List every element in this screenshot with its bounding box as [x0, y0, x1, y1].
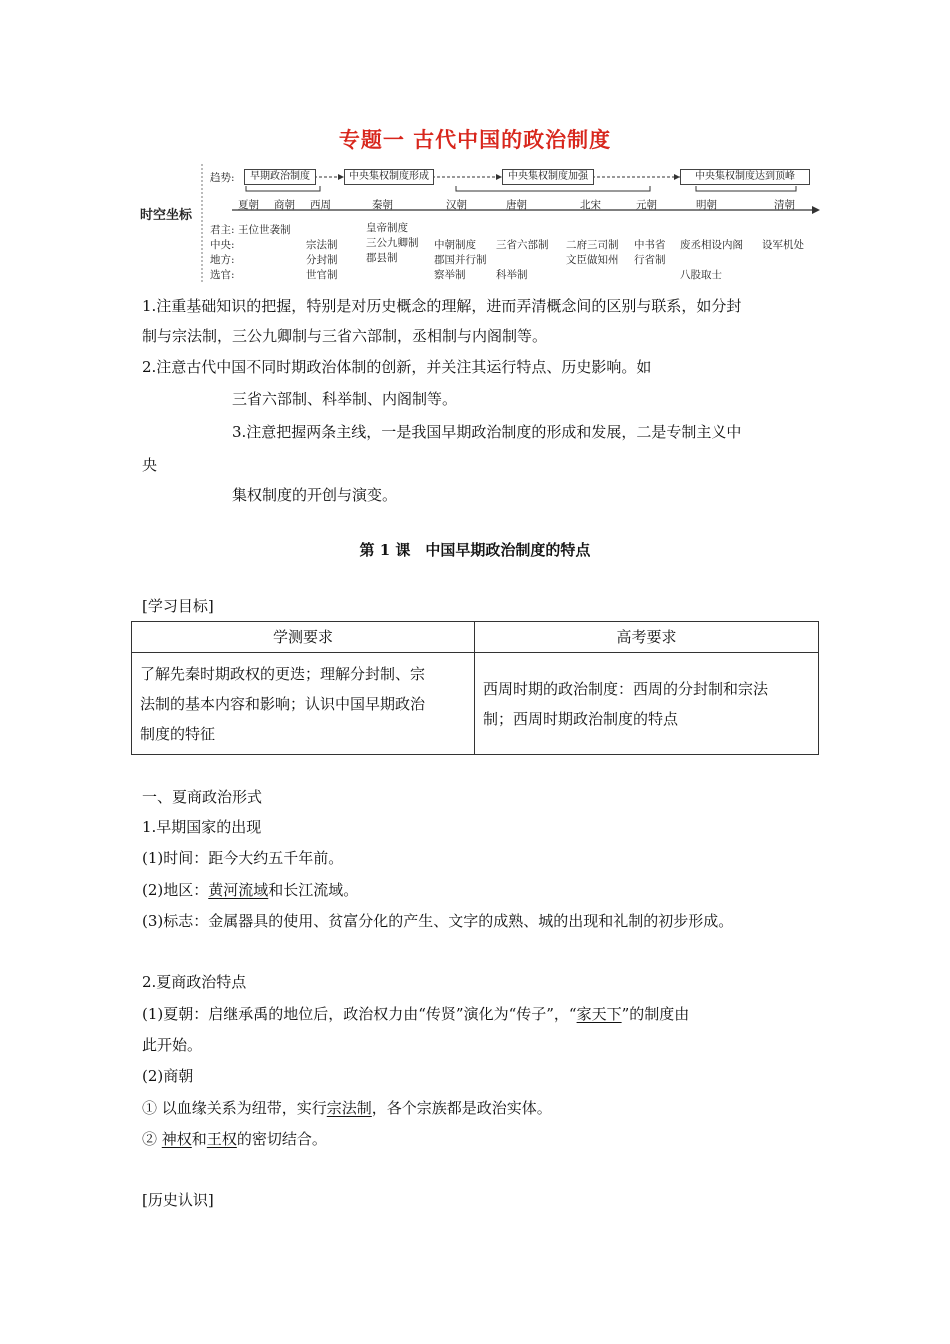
underlined-term: 宗法制: [326, 1099, 372, 1117]
text-line: (3)标志：金属器具的使用、贫富分化的产生、文字的成熟、城的出现和礼制的初步形成。: [142, 912, 734, 930]
text-span: ① 以血缘关系为纽带，实行: [142, 1099, 327, 1117]
central-item: 三公九卿制: [366, 237, 419, 249]
goals-col1-header: 学测要求: [132, 622, 475, 653]
timeline-label: 时空坐标: [140, 208, 193, 223]
dynasty-label: 唐朝: [506, 199, 527, 211]
selection-item: 世官制: [306, 269, 338, 281]
dynasty-label: 西周: [310, 199, 331, 211]
local-item: 文臣做知州: [566, 254, 619, 266]
underlined-term: 黄河流域: [208, 881, 269, 899]
local-item: 分封制: [306, 254, 338, 266]
note-line: 制与宗法制，三公九卿制与三省六部制，丞相制与内阁制等。: [142, 327, 548, 345]
row-label: 中央:: [210, 239, 235, 251]
trend-box: 中央集权制度达到顶峰: [680, 169, 810, 185]
text-span: ②: [142, 1130, 162, 1148]
text-line: [142, 1129, 327, 1149]
underlined-term: 家天下: [576, 1005, 622, 1023]
dynasty-label: 汉朝: [446, 199, 467, 211]
timeline-figure: [140, 164, 820, 284]
underlined-term: 王权: [206, 1130, 237, 1148]
row-label: 地方:: [210, 254, 235, 266]
local-item: 郡县制: [366, 252, 398, 264]
text-span: (2)地区：: [142, 881, 209, 899]
text-line: [142, 1098, 552, 1118]
selection-item: 科举制: [496, 269, 528, 281]
goals-req2-line: 西周时期的政治制度：西周的分封制和宗法: [483, 679, 769, 698]
central-item: 二府三司制: [566, 239, 619, 251]
goals-req2-line: 制；西周时期政治制度的特点: [483, 709, 679, 728]
subheading: 2.夏商政治特点: [142, 973, 247, 991]
central-item: 宗法制: [306, 239, 338, 251]
text-line: [142, 1004, 689, 1024]
dynasty-label: 夏朝: [238, 199, 259, 211]
goals-req2-cell: [475, 653, 819, 755]
text-line: (1)时间：距今大约五千年前。: [142, 849, 344, 867]
text-span: ”的制度由: [621, 1005, 690, 1023]
central-item: 中书省: [634, 239, 666, 251]
goals-req1-line: 制度的特征: [140, 724, 216, 743]
dynasty-label: 明朝: [696, 199, 717, 211]
text-line: [142, 880, 358, 900]
local-item: 郡国并行制: [434, 254, 487, 266]
dynasty-label: 秦朝: [372, 199, 393, 211]
note-line: 1.注重基础知识的把握，特别是对历史概念的理解，进而弄清概念间的区别与联系，如分封: [142, 297, 742, 315]
selection-item: 八股取士: [680, 269, 722, 281]
local-item: 行省制: [634, 254, 666, 266]
goals-col2-header: 高考要求: [475, 622, 819, 653]
subheading: 1.早期国家的出现: [142, 818, 262, 836]
note-line: 2.注意古代中国不同时期政治体制的创新，并关注其运行特点、历史影响。如: [142, 358, 652, 376]
text-line: (2)商朝: [142, 1067, 194, 1085]
text-span: 和: [191, 1130, 207, 1148]
monarch-item: 王位世袭制: [238, 224, 291, 236]
dynasty-label: 元朝: [636, 199, 657, 211]
history-heading: [历史认识]: [142, 1191, 214, 1209]
text-span: 和长江流域。: [268, 881, 359, 899]
text-span: ，各个宗族都是政治实体。: [371, 1099, 552, 1117]
note-line: 三省六部制、科举制、内阁制等。: [232, 390, 458, 408]
trend-box: 中央集权制度形成: [344, 169, 434, 185]
underlined-term: 神权: [161, 1130, 192, 1148]
goals-req1-cell: [132, 653, 475, 755]
note-line: 央: [142, 456, 158, 474]
goals-heading: [学习目标]: [142, 597, 214, 615]
text-line: 此开始。: [142, 1036, 203, 1054]
trend-box: 中央集权制度加强: [502, 169, 594, 185]
central-item: 设军机处: [762, 239, 804, 251]
selection-item: 察举制: [434, 269, 466, 281]
goals-req1-line: 法制的基本内容和影响；认识中国早期政治: [140, 694, 426, 713]
goals-table: [131, 621, 819, 755]
dynasty-label: 商朝: [274, 199, 295, 211]
monarch-item: 皇帝制度: [366, 222, 408, 234]
row-label: 选官:: [210, 269, 235, 281]
central-item: 三省六部制: [496, 239, 549, 251]
dynasty-label: 清朝: [774, 199, 795, 211]
row-label: 君主:: [210, 224, 235, 236]
central-item: 中朝制度: [434, 239, 476, 251]
text-span: (1)夏朝：启继承禹的地位后，政治权力由“传贤”演化为“传子”，“: [142, 1005, 577, 1023]
trend-label: 趋势:: [210, 172, 235, 184]
lesson-title: 第 1 课 中国早期政治制度的特点: [359, 541, 591, 559]
central-item: 废丞相设内阁: [680, 239, 743, 251]
trend-box: 早期政治制度: [244, 169, 316, 185]
note-line: 集权制度的开创与演变。: [232, 486, 398, 504]
note-line: 3.注意把握两条主线，一是我国早期政治制度的形成和发展，二是专制主义中: [232, 423, 742, 441]
dynasty-label: 北宋: [580, 199, 601, 211]
goals-req1-line: 了解先秦时期政权的更迭；理解分封制、宗: [140, 664, 426, 683]
page-title: 专题一 古代中国的政治制度: [338, 127, 612, 152]
section-heading: 一、夏商政治形式: [142, 788, 263, 806]
text-span: 的密切结合。: [236, 1130, 327, 1148]
